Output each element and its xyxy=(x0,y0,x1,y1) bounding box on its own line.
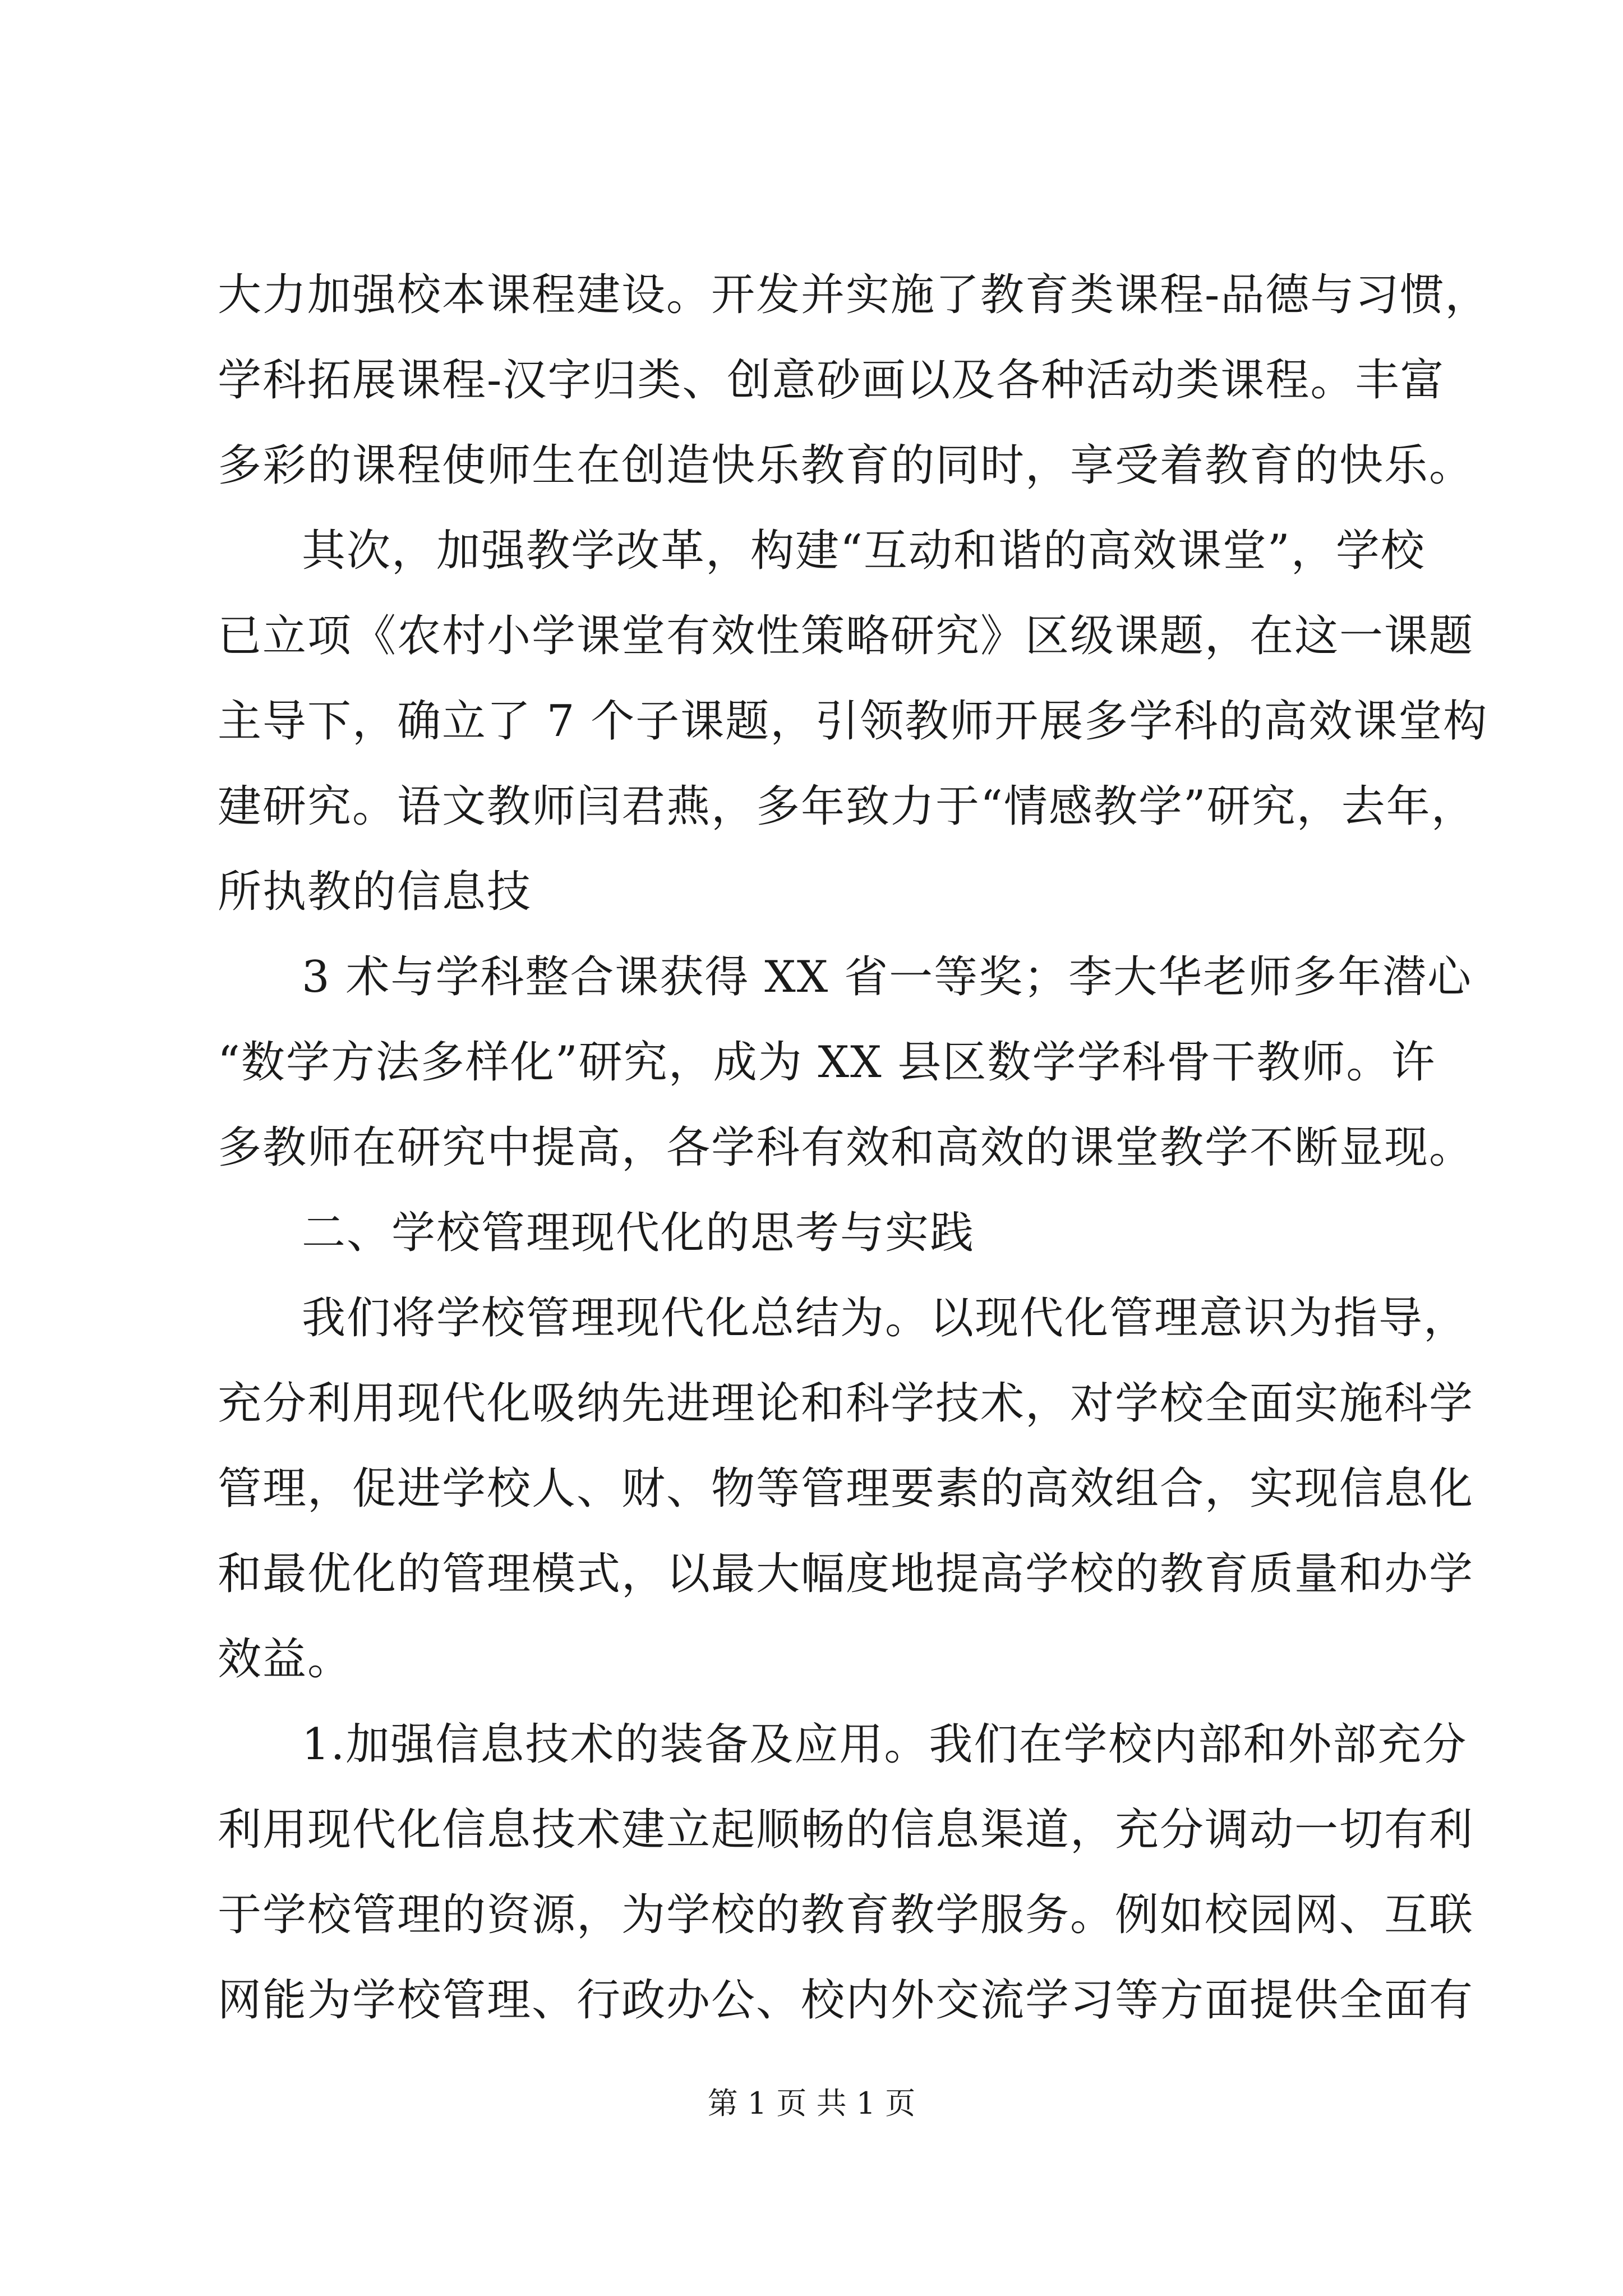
text-line: 和最优化的管理模式，以最大幅度地提高学校的教育质量和办学 xyxy=(218,1549,1474,1599)
page-number-label: 第 1 页 共 1 页 xyxy=(707,2086,916,2121)
text-line: 主导下，确立了 7 个子课题，引领教师开展多学科的高效课堂构 xyxy=(218,696,1488,747)
text-line: 多教师在研究中提高，各学科有效和高效的课堂教学不断显现。 xyxy=(218,1122,1474,1173)
paragraph-start-line: 我们将学校管理现代化总结为。以现代化管理意识为指导， xyxy=(302,1293,1469,1343)
paragraph-start-line: 1.加强信息技术的装备及应用。我们在学校内部和外部充分 xyxy=(302,1719,1468,1770)
text-line: 效益。 xyxy=(218,1634,353,1685)
text-line: 多彩的课程使师生在创造快乐教育的同时，享受着教育的快乐。 xyxy=(218,440,1474,491)
text-line: 学科拓展课程-汉字归类、创意砂画以及各种活动类课程。丰富 xyxy=(218,355,1445,406)
paragraph-start-line: 3 术与学科整合课获得 XX 省一等奖；李大华老师多年潜心 xyxy=(302,952,1473,1002)
text-line: 所执教的信息技 xyxy=(218,867,532,917)
text-line: 建研究。语文教师闫君燕，多年致力于“情感教学”研究，去年， xyxy=(218,781,1476,832)
text-line: 已立项《农村小学课堂有效性策略研究》区级课题，在这一课题 xyxy=(218,611,1474,661)
page-footer xyxy=(0,2084,1623,2123)
text-line: 于学校管理的资源，为学校的教育教学服务。例如校园网、互联 xyxy=(218,1890,1474,1940)
text-line: 利用现代化信息技术建立起顺畅的信息渠道，充分调动一切有利 xyxy=(218,1805,1474,1855)
paragraph-start-line: 其次，加强教学改革，构建“互动和谐的高效课堂”，学校 xyxy=(302,526,1426,576)
text-line: 网能为学校管理、行政办公、校内外交流学习等方面提供全面有 xyxy=(218,1975,1474,2026)
text-line: 管理，促进学校人、财、物等管理要素的高效组合，实现信息化 xyxy=(218,1464,1474,1514)
text-line: 大力加强校本课程建设。开发并实施了教育类课程-品德与习惯， xyxy=(218,270,1490,320)
text-line: “数学方法多样化”研究，成为 XX 县区数学学科骨干教师。许 xyxy=(218,1037,1436,1088)
body-text xyxy=(218,252,1490,2043)
section-heading: 二、学校管理现代化的思考与实践 xyxy=(302,1208,975,1258)
text-line: 充分利用现代化吸纳先进理论和科学技术，对学校全面实施科学 xyxy=(218,1378,1474,1429)
